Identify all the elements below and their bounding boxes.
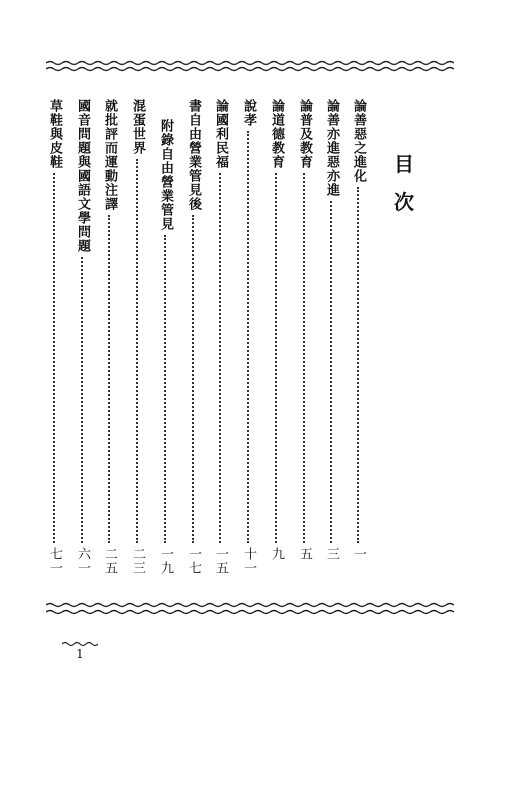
- leader-dots: [164, 235, 166, 543]
- toc-entry-title: 附錄自由營業管見: [158, 119, 173, 231]
- toc-entry-title: 混蛋世界: [130, 99, 145, 155]
- toc-entry-title: 論國利民福: [213, 99, 228, 169]
- leader-dots: [53, 173, 55, 543]
- toc-entry: [323, 99, 339, 579]
- toc-entry-title: 就批評而運動注譯: [102, 99, 117, 211]
- leader-dots: [247, 131, 249, 543]
- toc-entry: [296, 99, 312, 579]
- leader-dots: [275, 173, 277, 543]
- toc-entry: [185, 99, 201, 579]
- toc-entry-title: 書自由營業管見後: [186, 99, 201, 211]
- toc-entry-page: 二五: [102, 547, 117, 575]
- toc-entry: [240, 99, 256, 579]
- toc-entry: [157, 119, 173, 599]
- page-number-text: 1: [76, 647, 84, 661]
- toc-entry-page: 五: [297, 547, 312, 561]
- toc-entry-page: 一: [351, 547, 366, 561]
- toc-entry-title: 論道德教育: [269, 99, 284, 169]
- toc-entry-page: 九: [269, 547, 284, 561]
- toc-entry-page: 十一: [241, 547, 256, 575]
- toc-entry-page: 六一: [75, 547, 90, 575]
- heading-char-2: 次: [394, 190, 414, 214]
- heading-char-1: 目: [394, 152, 414, 176]
- toc-entry-page: 一九: [158, 547, 173, 575]
- toc-entry: [46, 99, 62, 579]
- leader-dots: [357, 187, 359, 543]
- toc-entry-page: 七一: [47, 547, 62, 575]
- leader-dots: [108, 215, 110, 543]
- leader-dots: [303, 173, 305, 543]
- toc-entry-page: 一五: [213, 547, 228, 575]
- leader-dots: [192, 215, 194, 543]
- toc-entry: [101, 99, 117, 579]
- toc-entry-title: 草鞋與皮鞋: [47, 99, 62, 169]
- toc-entry: [350, 99, 366, 579]
- toc-entry-title: 國音問題與國語文學問題: [75, 99, 90, 253]
- page-number: [60, 641, 100, 661]
- toc-entry-title: 說孝: [241, 99, 256, 127]
- leader-dots: [136, 159, 138, 543]
- toc-entry: [212, 99, 228, 579]
- toc-entry: [74, 99, 90, 579]
- bottom-decorative-rule: [46, 602, 454, 616]
- toc-entry-page: 一七: [186, 547, 201, 575]
- leader-dots: [219, 173, 221, 543]
- toc-entry-page: 三: [324, 547, 339, 561]
- leader-dots: [330, 201, 332, 543]
- toc-entry-title: 論善亦進惡亦進: [324, 99, 339, 197]
- leader-dots: [81, 257, 83, 543]
- toc-entry-title: 論善惡之進化: [351, 99, 366, 183]
- toc-entry: [129, 99, 145, 579]
- toc-entry-page: 二三: [130, 547, 145, 575]
- toc-entry: [268, 99, 284, 579]
- toc-entry-title: 論普及教育: [297, 99, 312, 169]
- top-decorative-rule: [46, 60, 454, 72]
